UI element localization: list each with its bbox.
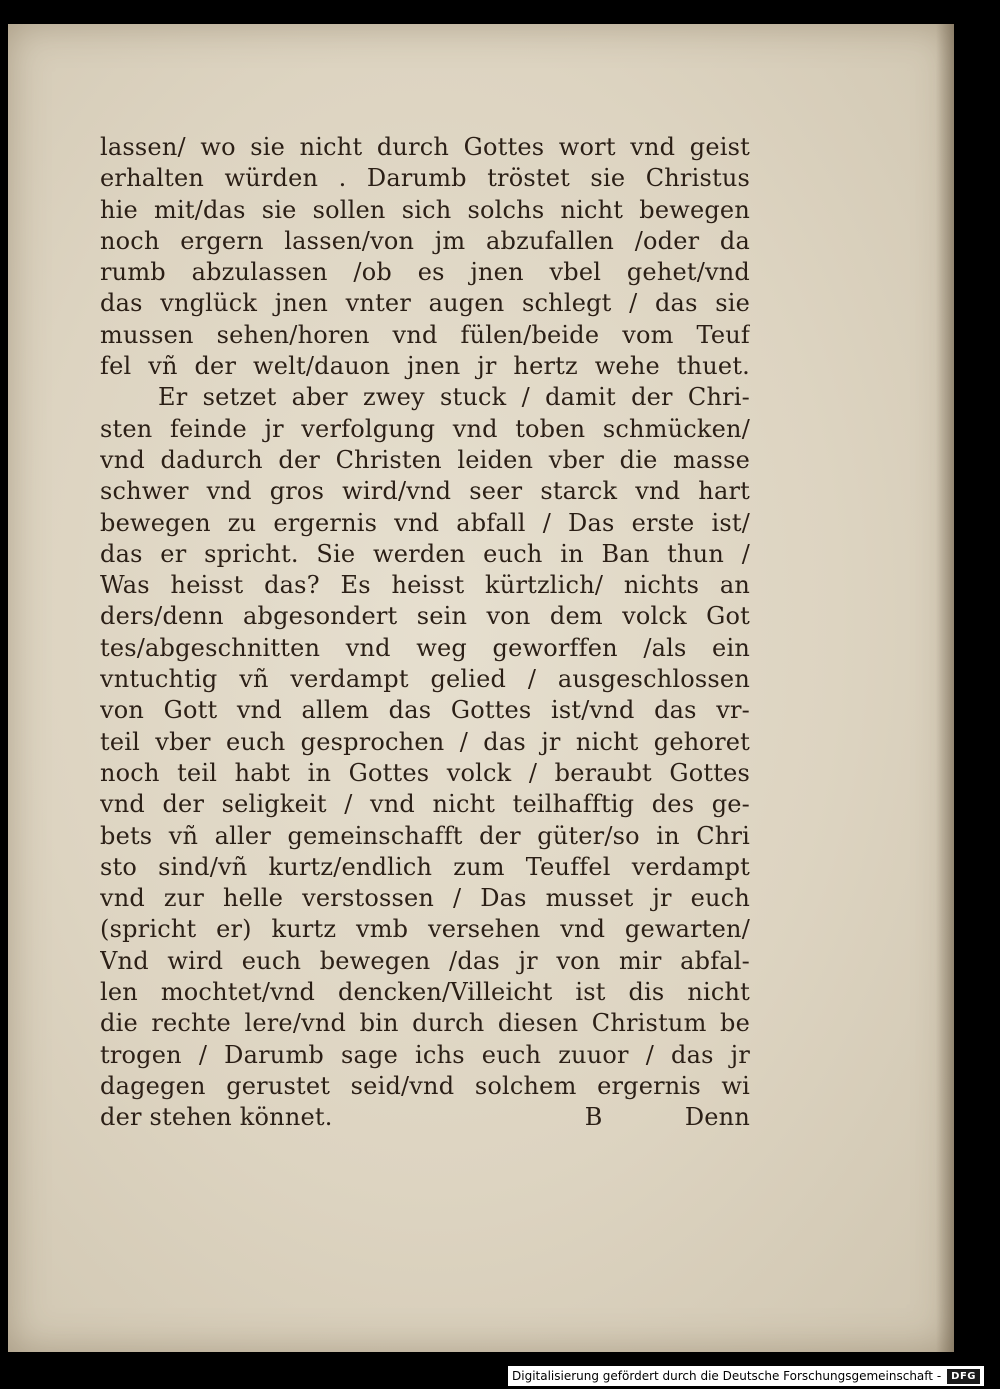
signature-mark: B xyxy=(584,1103,603,1132)
text-line: das er spricht. Sie werden euch in Ban thun / xyxy=(100,539,750,568)
text-line: len mochtet/vnd dencken/Villeicht ist dis nicht xyxy=(100,978,750,1007)
text-line: Was heisst das? Es heisst kürtzlich/ nichts an xyxy=(100,571,750,600)
text-line: sto sind/vñ kurtz/endlich zum Teuffel verdampt xyxy=(100,852,750,881)
text-line: noch ergern lassen/von jm abzufallen /oder da xyxy=(100,226,750,255)
digitization-footer xyxy=(508,1366,984,1386)
text-line: teil vber euch gesprochen / das jr nicht gehoret xyxy=(100,727,750,756)
text-line: fel vñ der welt/dauon jnen jr hertz wehe thuet. xyxy=(100,352,750,381)
text-line: rumb abzulassen /ob es jnen vbel gehet/vnd xyxy=(100,258,750,287)
text-line: sten feinde jr verfolgung vnd toben schmücken/ xyxy=(100,414,750,443)
text-line: erhalten würden . Darumb tröstet sie Christus xyxy=(100,164,750,193)
text-line: ders/denn abgesondert sein von dem volck Got xyxy=(100,602,750,631)
text-line: hie mit/das sie sollen sich solchs nicht bewegen xyxy=(100,195,750,224)
text-line: der stehen könnet. xyxy=(100,1103,333,1132)
text-line: bewegen zu ergernis vnd abfall / Das erste ist/ xyxy=(100,508,750,537)
text-line: vnd der seligkeit / vnd nicht teilhafftig des ge- xyxy=(100,790,750,819)
text-line: bets vñ aller gemeinschafft der güter/so in Chri xyxy=(100,821,750,850)
book-page xyxy=(8,24,954,1352)
text-line: tes/abgeschnitten vnd weg geworffen /als ein xyxy=(100,633,750,662)
text-line: von Gott vnd allem das Gottes ist/vnd das vr- xyxy=(100,696,750,725)
dfg-logo: DFG xyxy=(947,1369,980,1384)
text-line: mussen sehen/horen vnd fülen/beide vom Teuf xyxy=(100,320,750,349)
text-line: vnd zur helle verstossen / Das musset jr euch xyxy=(100,884,750,913)
text-line: vntuchtig vñ verdampt gelied / ausgeschlossen xyxy=(100,665,750,694)
last-line xyxy=(100,1102,750,1133)
text-line: noch teil habt in Gottes volck / beraubt Gottes xyxy=(100,758,750,787)
funding-note: Digitalisierung gefördert durch die Deutsche Forschungsgemeinschaft - xyxy=(512,1369,942,1383)
text-line: (spricht er) kurtz vmb versehen vnd gewarten/ xyxy=(100,915,750,944)
text-line: Er setzet aber zwey stuck / damit der Chri- xyxy=(158,383,750,412)
text-line: die rechte lere/vnd bin durch diesen Christum be xyxy=(100,1009,750,1038)
catchword: Denn xyxy=(684,1103,750,1132)
text-line: Vnd wird euch bewegen /das jr von mir abfal- xyxy=(100,946,750,975)
page-text xyxy=(100,132,750,1134)
text-line: vnd dadurch der Christen leiden vber die masse xyxy=(100,445,750,474)
text-line: schwer vnd gros wird/vnd seer starck vnd hart xyxy=(100,477,750,506)
text-line: trogen / Darumb sage ichs euch zuuor / das jr xyxy=(100,1040,750,1069)
text-line: lassen/ wo sie nicht durch Gottes wort vnd geist xyxy=(100,133,750,161)
text-line: das vnglück jnen vnter augen schlegt / das sie xyxy=(100,289,750,318)
text-line: dagegen gerustet seid/vnd solchem ergernis wi xyxy=(100,1071,750,1100)
